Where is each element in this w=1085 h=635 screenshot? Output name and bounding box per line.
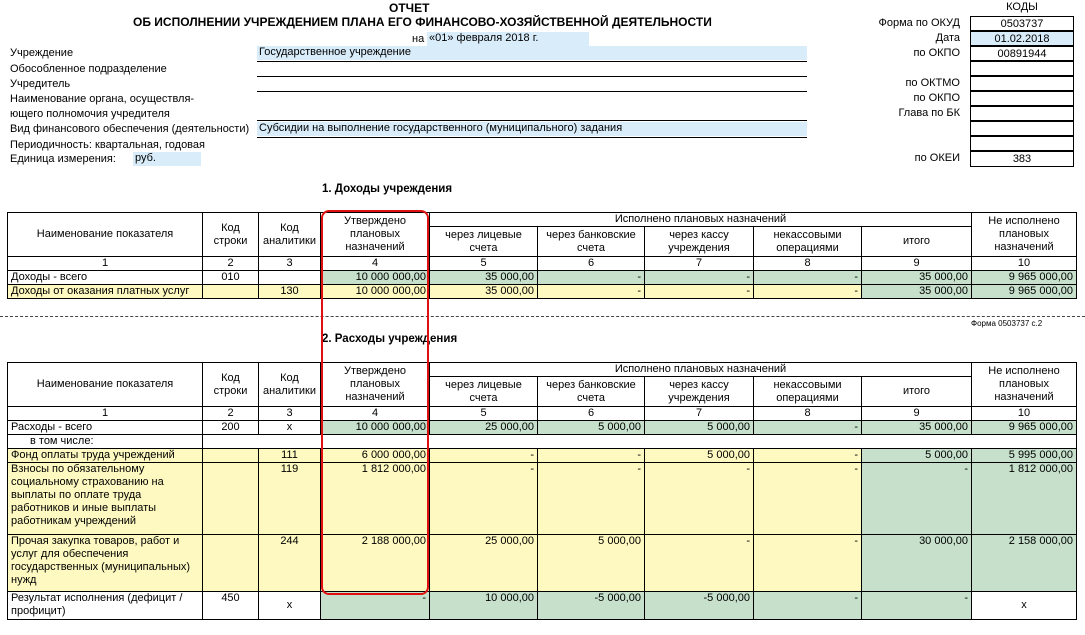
column-number: 2	[203, 407, 259, 421]
cell-unexecuted[interactable]: 9 965 000,00	[972, 271, 1077, 285]
col-noncash-header: некассовыми операциями	[754, 227, 862, 257]
authority-field[interactable]	[257, 120, 807, 121]
cell-unexecuted[interactable]: 1 812 000,00	[972, 463, 1077, 535]
cell-total[interactable]: -	[862, 592, 972, 620]
cell-personal[interactable]: 25 000,00	[430, 535, 538, 592]
col-analytics-header: Код аналитики	[259, 363, 321, 407]
cell-bank[interactable]: -	[538, 463, 645, 535]
cell-code: 010	[203, 271, 259, 285]
col-personal-header: через лицевые счета	[430, 227, 538, 257]
table-row	[8, 535, 1077, 592]
cell-analytics: 130	[259, 285, 321, 299]
funding-field[interactable]: Субсидии на выполнение государственного (муниципального) задания	[257, 122, 807, 136]
cell-total[interactable]: -	[862, 463, 972, 535]
table-row	[8, 421, 1077, 435]
cell-name: Взносы по обязательному социальному страхованию на выплаты по оплате труда работников и иные выплаты работникам учреждений	[8, 463, 203, 535]
cell-approved[interactable]: 2 188 000,00	[321, 535, 430, 592]
cell-unexecuted[interactable]: 9 965 000,00	[972, 421, 1077, 435]
expenses-table	[7, 362, 1077, 620]
column-number: 9	[862, 257, 972, 271]
table-row	[8, 592, 1077, 620]
page-divider	[0, 316, 1085, 317]
report-title: ОБ ИСПОЛНЕНИИ УЧРЕЖДЕНИЕМ ПЛАНА ЕГО ФИНАНСОВО-ХОЗЯЙСТВЕННОЙ ДЕЯТЕЛЬНОСТИ	[133, 15, 712, 29]
institution-label: Учреждение	[10, 47, 74, 59]
column-number: 6	[538, 257, 645, 271]
authority-label-2: ющего полномочия учредителя	[10, 108, 170, 120]
column-numbers-row	[8, 257, 1077, 271]
column-number: 8	[754, 257, 862, 271]
form-ref: Форма 0503737 с.2	[971, 319, 1043, 328]
cell-approved[interactable]: 10 000 000,00	[321, 421, 430, 435]
section2-title: 2. Расходы учреждения	[322, 333, 458, 345]
cell-name: Фонд оплаты труда учреждений	[8, 449, 203, 463]
founder-field[interactable]	[257, 91, 807, 92]
cell-unexecuted[interactable]: 5 995 000,00	[972, 449, 1077, 463]
cell-bank[interactable]: -	[538, 285, 645, 299]
codes-heading: КОДЫ	[1006, 1, 1038, 13]
cell-total[interactable]: 35 000,00	[862, 271, 972, 285]
cell-cash[interactable]: -	[645, 463, 754, 535]
code-value[interactable]	[970, 121, 1074, 136]
cell-code: 200	[203, 421, 259, 435]
cell-approved[interactable]: 1 812 000,00	[321, 463, 430, 535]
cell-total[interactable]: 5 000,00	[862, 449, 972, 463]
periodicity: Периодичность: квартальная, годовая	[10, 139, 205, 151]
code-value[interactable]	[970, 106, 1074, 121]
cell-name: Доходы от оказания платных услуг	[8, 285, 203, 299]
founder-label: Учредитель	[10, 78, 71, 90]
cell-name: Результат исполнения (дефицит / профицит)	[8, 592, 203, 620]
cell-noncash[interactable]: -	[754, 285, 862, 299]
section1-title: 1. Доходы учреждения	[322, 183, 453, 195]
date-prefix: на	[412, 33, 425, 45]
column-number: 7	[645, 257, 754, 271]
cell-noncash[interactable]: -	[754, 271, 862, 285]
col-name-header: Наименование показателя	[8, 213, 203, 257]
cell-bank[interactable]: 5 000,00	[538, 421, 645, 435]
cell-cash[interactable]: 5 000,00	[645, 421, 754, 435]
col-executed-header: Исполнено плановых назначений	[430, 363, 972, 377]
col-bank-header: через банковские счета	[538, 227, 645, 257]
column-number: 3	[259, 257, 321, 271]
column-number: 10	[972, 407, 1077, 421]
col-bank-header: через банковские счета	[538, 377, 645, 407]
institution-field[interactable]: Государственное учреждение	[257, 46, 807, 60]
table-row	[8, 463, 1077, 535]
cell-approved[interactable]: 6 000 000,00	[321, 449, 430, 463]
code-value[interactable]: 0503737	[970, 16, 1074, 31]
cell-analytics: 244	[259, 535, 321, 592]
cell-name: Расходы - всего	[8, 421, 203, 435]
code-label: по ОКЕИ	[914, 152, 960, 164]
cell-unexecuted[interactable]: 9 965 000,00	[972, 285, 1077, 299]
col-analytics-header: Код аналитики	[259, 213, 321, 257]
cell-code	[203, 463, 259, 535]
column-number: 6	[538, 407, 645, 421]
table-row	[8, 285, 1077, 299]
code-label: по ОКТМО	[905, 77, 960, 89]
code-value[interactable]	[970, 91, 1074, 106]
cell-code	[203, 449, 259, 463]
subdivision-label: Обособленное подразделение	[10, 63, 167, 75]
cell-noncash[interactable]: -	[754, 535, 862, 592]
cell-bank[interactable]: -	[538, 271, 645, 285]
code-value[interactable]	[970, 136, 1074, 151]
cell-analytics: 111	[259, 449, 321, 463]
column-number: 4	[321, 257, 430, 271]
cell-personal[interactable]: -	[430, 449, 538, 463]
col-code-header: Код строки	[203, 213, 259, 257]
cell-personal[interactable]: 35 000,00	[430, 285, 538, 299]
cell-personal[interactable]: -	[430, 463, 538, 535]
column-number: 5	[430, 257, 538, 271]
cell-personal[interactable]: 35 000,00	[430, 271, 538, 285]
column-number: 5	[430, 407, 538, 421]
table-row	[8, 271, 1077, 285]
cell-cash[interactable]: -	[645, 271, 754, 285]
code-value[interactable]	[970, 76, 1074, 91]
cell-unexecuted[interactable]: x	[972, 592, 1077, 620]
cell-total[interactable]: 30 000,00	[862, 535, 972, 592]
cell-name: Доходы - всего	[8, 271, 203, 285]
col-personal-header: через лицевые счета	[430, 377, 538, 407]
table-row	[8, 449, 1077, 463]
cell-noncash[interactable]: -	[754, 592, 862, 620]
cell-personal[interactable]: 10 000,00	[430, 592, 538, 620]
cell-analytics: 119	[259, 463, 321, 535]
cell-cash[interactable]: 5 000,00	[645, 449, 754, 463]
code-value[interactable]: 383	[970, 151, 1074, 167]
column-number: 7	[645, 407, 754, 421]
cell-noncash[interactable]: -	[754, 421, 862, 435]
column-number: 8	[754, 407, 862, 421]
code-label: Глава по БК	[898, 107, 960, 119]
column-number: 1	[8, 407, 203, 421]
subheading-row	[8, 435, 1077, 449]
cell-total[interactable]: 35 000,00	[862, 421, 972, 435]
code-value[interactable]: 01.02.2018	[970, 31, 1074, 46]
subdivision-field[interactable]	[257, 76, 807, 77]
cell-analytics: x	[259, 592, 321, 620]
report-date[interactable]: «01» февраля 2018 г.	[427, 32, 589, 46]
column-number: 2	[203, 257, 259, 271]
report-heading: ОТЧЕТ	[389, 1, 430, 15]
subheading: в том числе:	[8, 435, 203, 449]
column-numbers-row	[8, 407, 1077, 421]
col-approved-header: Утверждено плановых назначений	[321, 213, 430, 257]
cell-unexecuted[interactable]: 2 158 000,00	[972, 535, 1077, 592]
code-value[interactable]	[970, 61, 1074, 76]
code-label: Дата	[935, 32, 960, 44]
col-total-header: итого	[862, 377, 972, 407]
cell-bank[interactable]: -	[538, 449, 645, 463]
cell-bank[interactable]: 5 000,00	[538, 535, 645, 592]
income-table	[7, 212, 1077, 299]
column-number: 3	[259, 407, 321, 421]
col-name-header: Наименование показателя	[8, 363, 203, 407]
cell-approved[interactable]: 10 000 000,00	[321, 271, 430, 285]
cell-bank[interactable]: -5 000,00	[538, 592, 645, 620]
cell-code	[203, 285, 259, 299]
cell-noncash[interactable]: -	[754, 449, 862, 463]
column-number: 1	[8, 257, 203, 271]
cell-code: 450	[203, 592, 259, 620]
col-noncash-header: некассовыми операциями	[754, 377, 862, 407]
column-number: 10	[972, 257, 1077, 271]
cell-personal[interactable]: 25 000,00	[430, 421, 538, 435]
col-unexecuted-header: Не исполнено плановых назначений	[972, 213, 1077, 257]
code-value[interactable]: 00891944	[970, 46, 1074, 61]
code-label: Форма по ОКУД	[878, 17, 960, 29]
col-total-header: итого	[862, 227, 972, 257]
cell-approved[interactable]: -	[321, 592, 430, 620]
cell-analytics	[259, 271, 321, 285]
cell-total[interactable]: 35 000,00	[862, 285, 972, 299]
authority-label-1: Наименование органа, осуществля-	[10, 93, 195, 105]
col-cash-header: через кассу учреждения	[645, 377, 754, 407]
funding-label: Вид финансового обеспечения (деятельности)	[10, 123, 250, 135]
unit-label: Единица измерения:	[10, 153, 116, 165]
col-executed-header: Исполнено плановых назначений	[430, 213, 972, 227]
cell-code	[203, 535, 259, 592]
col-unexecuted-header: Не исполнено плановых назначений	[972, 363, 1077, 407]
approved-column-highlight	[321, 210, 429, 595]
col-code-header: Код строки	[203, 363, 259, 407]
cell-approved[interactable]: 10 000 000,00	[321, 285, 430, 299]
cell-name: Прочая закупка товаров, работ и услуг для обеспечения государственных (муниципальных) нужд	[8, 535, 203, 592]
column-number: 9	[862, 407, 972, 421]
cell-noncash[interactable]: -	[754, 463, 862, 535]
code-label: по ОКПО	[913, 92, 960, 104]
cell-cash[interactable]: -5 000,00	[645, 592, 754, 620]
col-approved-header: Утверждено плановых назначений	[321, 363, 430, 407]
unit-field[interactable]: руб.	[133, 152, 201, 166]
column-number: 4	[321, 407, 430, 421]
code-label: по ОКПО	[913, 47, 960, 59]
cell-cash[interactable]: -	[645, 285, 754, 299]
cell-cash[interactable]: -	[645, 535, 754, 592]
cell-analytics: x	[259, 421, 321, 435]
col-cash-header: через кассу учреждения	[645, 227, 754, 257]
